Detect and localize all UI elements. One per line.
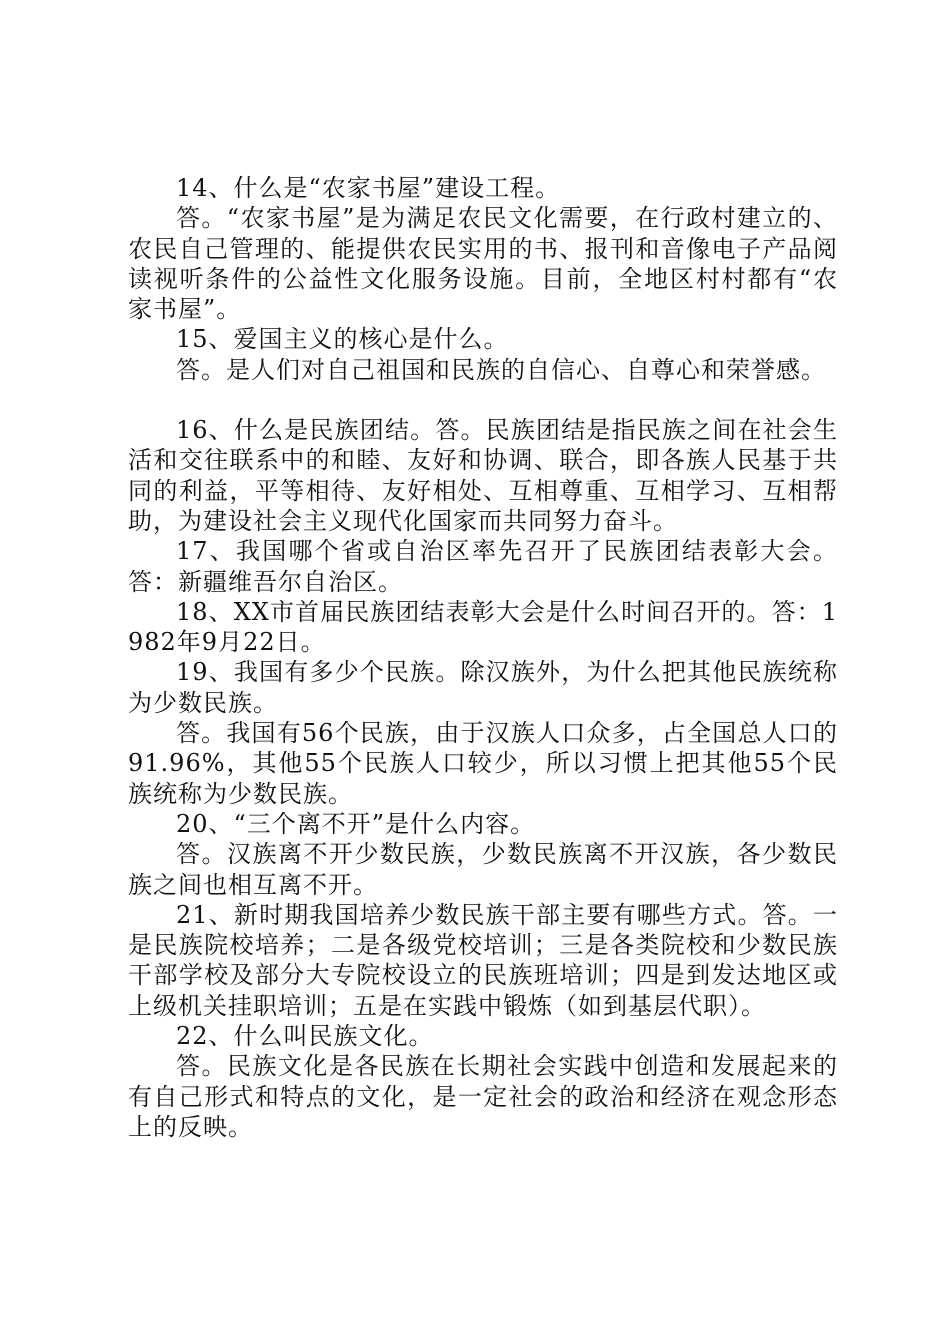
- question-15: 15、爱国主义的核心是什么。: [176, 325, 509, 354]
- answer-20: 答。汉族离不开少数民族，少数民族离不开汉族，各少数民族之间也相互离不开。: [128, 840, 838, 899]
- question-answer-18: 18、XX市首届民族团结表彰大会是什么时间召开的。答：1982年9月22日。: [128, 597, 838, 657]
- paragraph-gap: [128, 385, 838, 415]
- question-20: 20、“三个离不开”是什么内容。: [176, 809, 536, 838]
- answer-15: 答。是人们对自己祖国和民族的自信心、自尊心和荣誉感。: [176, 355, 826, 384]
- question-answer-17: 17、我国哪个省或自治区率先召开了民族团结表彰大会。答：新疆维吾尔自治区。: [128, 537, 838, 596]
- question-14: 14、什么是“农家书屋”建设工程。: [176, 174, 561, 202]
- answer-22: 答。民族文化是各民族在长期社会实践中创造和发展起来的有自己形式和特点的文化，是一定社会的政治和经济在观念形态上的反映。: [128, 1052, 838, 1141]
- answer-14: 答。“农家书屋”是为满足农民文化需要，在行政村建立的、农民自己管理的、能提供农民实用的书、报刊和音像电子产品阅读视听条件的公益性文化服务设施。目前，全地区村村都有“农家书屋”。: [128, 204, 838, 324]
- question-answer-21: 21、新时期我国培养少数民族干部主要有哪些方式。答。一是民族院校培养；二是各级党校培训；三是各类院校和少数民族干部学校及部分大专院校设立的民族班培训；四是到发达地区或上级机关挂职培训；五是在实践中锻炼（如到基层代职）。: [128, 900, 838, 1020]
- document-body: [128, 173, 838, 1142]
- answer-19: 答。我国有56个民族，由于汉族人口众多，占全国总人口的91.96%，其他55个民族人口较少，所以习惯上把其他55个民族统称为少数民族。: [128, 719, 838, 808]
- question-19: 19、我国有多少个民族。除汉族外，为什么把其他民族统称为少数民族。: [128, 658, 838, 717]
- question-22: 22、什么叫民族文化。: [176, 1022, 434, 1051]
- question-answer-16: 16、什么是民族团结。答。民族团结是指民族之间在社会生活和交往联系中的和睦、友好和协调、联合，即各族人民基于共同的利益，平等相待、友好相处、互相尊重、互相学习、互相帮助，为建设社会主义现代化国家而共同努力奋斗。: [128, 416, 838, 535]
